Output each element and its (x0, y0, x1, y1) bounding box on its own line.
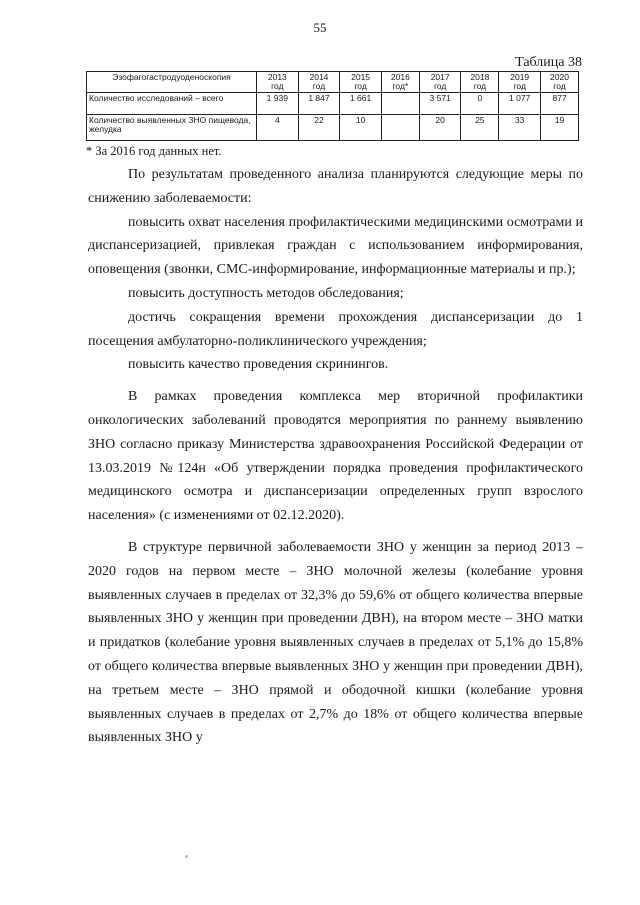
table-cell: 877 (541, 92, 579, 114)
year-header: 2016 год* (381, 72, 419, 93)
table-cell: 25 (461, 114, 499, 140)
table-footnote: * За 2016 год данных нет. (86, 144, 222, 158)
table-header-row (87, 72, 579, 93)
paragraph: повысить охват населения профилактическими медицинскими осмотрами и диспансеризацией, привлекая граждан с использованием информирования, оповещения (звонки, СМС-информирование, информационные материалы и пр.); (88, 214, 583, 278)
table-row (87, 114, 579, 140)
year-header: 2015 год (340, 72, 382, 93)
year-header: 2020 год (541, 72, 579, 93)
table-cell (381, 92, 419, 114)
table-cell: 10 (340, 114, 382, 140)
paragraph: В рамках проведения комплекса мер вторичной профилактики онкологических заболеваний проводятся мероприятия по раннему выявлению ЗНО согласно приказу Министерства здравоохранения Российской Федерации от 13.03.2019 №124н «Об утверждении порядка проведения профилактического медицинского осмотра и диспансеризации определенных групп взрослого населения» (с изменениями от 02.12.2020). (88, 389, 583, 524)
table-cell: 1 077 (499, 92, 541, 114)
table-cell: 4 (257, 114, 299, 140)
paragraph: По результатам проведенного анализа планируются следующие меры по снижению заболеваемости: (88, 167, 583, 206)
row-label: Количество выявленных ЗНО пищевода, желудка (87, 114, 257, 140)
table-cell: 1 661 (340, 92, 382, 114)
table-cell: 3 571 (419, 92, 461, 114)
paragraph: повысить качество проведения скринингов. (128, 357, 389, 373)
paragraph: повысить доступность методов обследования; (128, 285, 404, 301)
egds-table (86, 71, 579, 141)
row-label: Количество исследований – всего (87, 92, 257, 114)
table-cell: 19 (541, 114, 579, 140)
table-cell: 33 (499, 114, 541, 140)
table-row (87, 92, 579, 114)
table-cell: 1 847 (298, 92, 340, 114)
table-cell: 22 (298, 114, 340, 140)
year-header: 2019 год (499, 72, 541, 93)
year-header: 2013 год (257, 72, 299, 93)
table-header-label: Эзофагогастродуоденоскопия (87, 72, 257, 93)
table-caption: Таблица 38 (515, 55, 582, 70)
page-number: 55 (313, 20, 327, 35)
year-header: 2018 год (461, 72, 499, 93)
table-cell: 20 (419, 114, 461, 140)
table-cell (381, 114, 419, 140)
body-text (88, 163, 583, 750)
year-header: 2014 год (298, 72, 340, 93)
table-cell: 0 (461, 92, 499, 114)
scan-speck (185, 855, 188, 858)
paragraph: В структуре первичной заболеваемости ЗНО у женщин за период 2013 – 2020 годов на первом месте – ЗНО молочной железы (колебание уровня выявленных случаев в пределах от 32,3% до 59,6% от общего количества впервые выявленных ЗНО у женщин при проведении ДВН), на втором месте – ЗНО матки и придатков (колебание уровня выявленных случаев в пределах от 5,1% до 15,8% от общего количества впервые выявленных ЗНО у женщин при проведении ДВН), на третьем месте – ЗНО прямой и ободочной кишки (колебание уровня выявленных случаев в пределах от 2,7% до 18% от общего количества впервые выявленных ЗНО у (88, 539, 583, 746)
table-cell: 1 939 (257, 92, 299, 114)
year-header: 2017 год (419, 72, 461, 93)
paragraph: достичь сокращения времени прохождения диспансеризации до 1 посещения амбулаторно-поликлинического учреждения; (88, 309, 583, 349)
